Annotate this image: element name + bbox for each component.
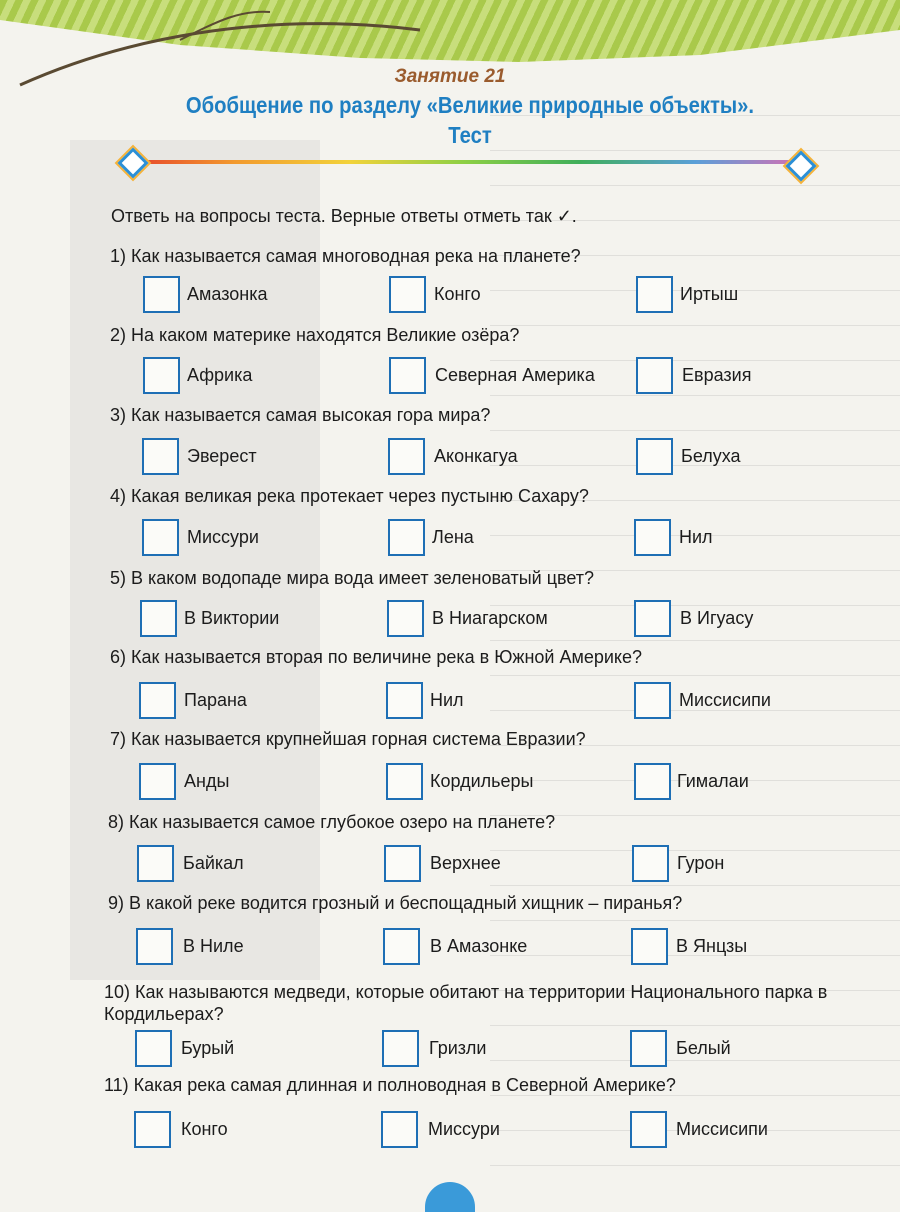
answer-option-label: В Амазонке <box>430 936 528 956</box>
answer-option-label: Бурый <box>181 1038 235 1058</box>
answer-option-label: Миссури <box>428 1119 500 1139</box>
answer-option-label: В Ниагарском <box>432 608 548 628</box>
question-text: 11) Какая река самая длинная и полноводная в Северной Америке? <box>104 1075 676 1095</box>
answer-checkbox[interactable] <box>636 438 673 475</box>
answer-checkbox[interactable] <box>142 438 179 475</box>
answer-checkbox[interactable] <box>630 1111 667 1148</box>
question-text: 8) Как называется самое глубокое озеро на планете? <box>108 812 556 832</box>
answer-option-label: Конго <box>434 284 481 304</box>
question-text: 2) На каком материке находятся Великие озёра? <box>110 325 520 345</box>
answer-checkbox[interactable] <box>137 845 174 882</box>
answer-checkbox[interactable] <box>634 519 671 556</box>
answer-checkbox[interactable] <box>634 763 671 800</box>
title-line-1: Обобщение по разделу «Великие природные объекты». <box>185 92 755 118</box>
page-tab-decoration <box>425 1182 475 1212</box>
answer-option-label: Нил <box>430 690 464 710</box>
answer-checkbox[interactable] <box>136 928 173 965</box>
page-title <box>56 90 883 150</box>
question-text: 9) В какой реке водится грозный и беспощадный хищник – пиранья? <box>108 893 683 913</box>
rainbow-divider <box>120 160 810 164</box>
answer-checkbox[interactable] <box>143 357 180 394</box>
question-text: 4) Какая великая река протекает через пустыню Сахару? <box>110 486 589 506</box>
answer-checkbox[interactable] <box>386 682 423 719</box>
question-text: 7) Как называется крупнейшая горная система Евразии? <box>110 729 586 749</box>
test-instructions: Ответь на вопросы теста. Верные ответы отметь так ✓. <box>111 206 577 226</box>
answer-option-label: Миссури <box>187 527 259 547</box>
answer-checkbox[interactable] <box>631 928 668 965</box>
answer-option-label: Анды <box>184 771 230 791</box>
question-text: 1) Как называется самая многоводная река на планете? <box>110 246 581 266</box>
answer-option-label: Гризли <box>429 1038 487 1058</box>
answer-option-label: В Янцзы <box>676 936 748 956</box>
answer-checkbox[interactable] <box>139 682 176 719</box>
answer-option-label: Амазонка <box>187 284 268 304</box>
answer-checkbox[interactable] <box>384 845 421 882</box>
answer-option-label: В Виктории <box>184 608 280 628</box>
answer-checkbox[interactable] <box>636 357 673 394</box>
answer-option-label: Африка <box>187 365 253 385</box>
answer-checkbox[interactable] <box>634 600 671 637</box>
answer-option-label: Белуха <box>681 446 741 466</box>
answer-checkbox[interactable] <box>142 519 179 556</box>
answer-checkbox[interactable] <box>387 600 424 637</box>
answer-checkbox[interactable] <box>386 763 423 800</box>
answer-checkbox[interactable] <box>143 276 180 313</box>
answer-option-label: Евразия <box>682 365 752 385</box>
answer-checkbox[interactable] <box>389 276 426 313</box>
answer-option-label: Миссисипи <box>676 1119 768 1139</box>
answer-option-label: Парана <box>184 690 247 710</box>
answer-option-label: Белый <box>676 1038 731 1058</box>
answer-checkbox[interactable] <box>630 1030 667 1067</box>
answer-option-label: Северная Америка <box>435 365 595 385</box>
answer-option-label: В Ниле <box>183 936 244 956</box>
answer-option-label: Аконкагуа <box>434 446 518 466</box>
answer-checkbox[interactable] <box>134 1111 171 1148</box>
answer-checkbox[interactable] <box>388 438 425 475</box>
answer-option-label: Конго <box>181 1119 228 1139</box>
answer-option-label: Кордильеры <box>430 771 534 791</box>
answer-option-label: Лена <box>432 527 474 547</box>
answer-option-label: Байкал <box>183 853 244 873</box>
answer-checkbox[interactable] <box>139 763 176 800</box>
answer-checkbox[interactable] <box>383 928 420 965</box>
question-text: 6) Как называется вторая по величине река в Южной Америке? <box>110 647 643 667</box>
answer-checkbox[interactable] <box>632 845 669 882</box>
question-text: 5) В каком водопаде мира вода имеет зеленоватый цвет? <box>110 568 595 588</box>
answer-option-label: В Игуасу <box>680 608 754 628</box>
answer-option-label: Верхнее <box>430 853 501 873</box>
answer-option-label: Гурон <box>677 853 725 873</box>
answer-checkbox[interactable] <box>636 276 673 313</box>
answer-option-label: Нил <box>679 527 713 547</box>
answer-checkbox[interactable] <box>381 1111 418 1148</box>
answer-checkbox[interactable] <box>135 1030 172 1067</box>
answer-checkbox[interactable] <box>389 357 426 394</box>
answer-checkbox[interactable] <box>634 682 671 719</box>
answer-option-label: Миссисипи <box>679 690 771 710</box>
answer-checkbox[interactable] <box>382 1030 419 1067</box>
title-line-2: Тест <box>448 122 492 148</box>
lesson-number: Занятие 21 <box>394 66 506 87</box>
question-text: 10) Как называются медведи, которые обитают на территории Национального парка в Кордильерах? <box>104 982 828 1024</box>
answer-option-label: Эверест <box>187 446 257 466</box>
answer-option-label: Иртыш <box>680 284 739 304</box>
answer-checkbox[interactable] <box>388 519 425 556</box>
answer-checkbox[interactable] <box>140 600 177 637</box>
answer-option-label: Гималаи <box>677 771 749 791</box>
question-text: 3) Как называется самая высокая гора мира? <box>110 405 491 425</box>
